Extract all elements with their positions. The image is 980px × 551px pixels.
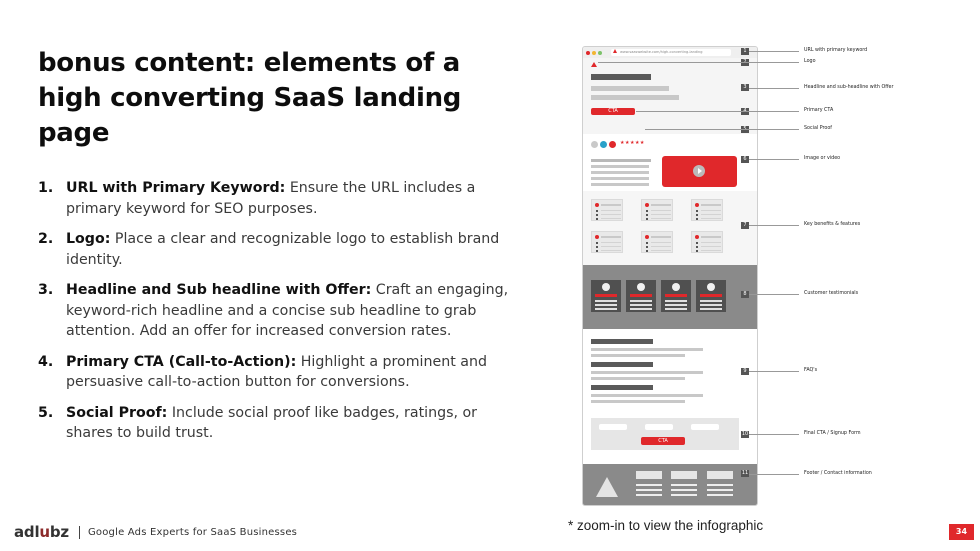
text-line	[591, 183, 649, 186]
faq-section	[583, 329, 757, 464]
faq-answer-bar	[591, 400, 685, 403]
item-lead: Headline and Sub headline with Offer:	[66, 282, 372, 298]
callout-marker: 6	[741, 156, 749, 163]
faq-answer-bar	[591, 394, 703, 397]
feature-card	[691, 199, 723, 221]
headline-bar	[591, 74, 651, 80]
window-dot-icon	[586, 51, 590, 55]
badge-icon	[609, 141, 616, 148]
list-item: 2. Logo: Place a clear and recognizable logo to establish brand identity.	[38, 231, 500, 268]
footer-block	[707, 471, 733, 479]
callout-marker: 1	[741, 48, 749, 55]
item-lead: Primary CTA (Call-to-Action):	[66, 353, 297, 370]
subheadline-bar	[591, 86, 669, 91]
callout-label: Primary CTA	[804, 108, 834, 113]
testimonial-card	[696, 280, 726, 312]
final-cta-button: CTA	[641, 437, 685, 445]
faq-answer-bar	[591, 348, 703, 351]
badge-icon	[600, 141, 607, 148]
badge-icon	[591, 141, 598, 148]
item-text: Craft an engaging, keyword-rich headline and a concise sub headline to grab attention. Add an offer for increased conversion rates.	[66, 282, 509, 339]
feature-card	[591, 199, 623, 221]
feature-card	[641, 231, 673, 253]
testimonials-section	[583, 265, 757, 329]
list-item: 4. Primary CTA (Call-to-Action): Highlight a prominent and persuasive call-to-action button for conversions.	[38, 353, 487, 390]
brand-tagline: Google Ads Experts for SaaS Businesses	[87, 526, 298, 538]
footer-brand	[14, 523, 297, 541]
form-input	[599, 424, 627, 430]
footer-block	[636, 471, 662, 479]
faq-question-bar	[591, 339, 653, 344]
faq-answer-bar	[591, 354, 685, 357]
callout-marker: 10	[741, 431, 749, 437]
form-input	[691, 424, 719, 430]
faq-answer-bar	[591, 377, 685, 380]
faq-answer-bar	[591, 371, 703, 374]
rating-stars-icon: ★★★★★	[620, 140, 645, 146]
callout-label: Footer / Contact information	[804, 471, 872, 476]
elements-list	[38, 178, 518, 454]
callout-marker: 8	[741, 291, 749, 298]
page-number-badge: 34	[949, 524, 974, 540]
primary-cta-button: CTA	[591, 108, 635, 115]
callout-marker: 11	[741, 470, 749, 476]
callout-label: FAQ's	[804, 368, 818, 373]
browser-bar	[583, 47, 757, 58]
callout-marker: 3	[741, 84, 749, 91]
callout-label: Social Proof	[804, 126, 832, 131]
footer-section	[583, 464, 757, 506]
text-line	[591, 165, 649, 168]
feature-card	[641, 199, 673, 221]
logo-icon	[591, 62, 597, 67]
footer-block	[671, 471, 697, 479]
testimonial-card	[626, 280, 656, 312]
subheadline-bar	[591, 95, 679, 100]
callout-label: Key benefits & features	[804, 222, 861, 227]
callout-label: Image or video	[804, 156, 841, 161]
slide-title: bonus content: elements of a high converting SaaS landing page	[38, 48, 462, 148]
features-section	[583, 191, 757, 265]
faq-question-bar	[591, 385, 653, 390]
text-line	[591, 171, 649, 174]
callout-label: URL with primary keyword	[804, 48, 868, 53]
warning-icon	[613, 49, 617, 53]
item-text: Place a clear and recognizable logo to establish brand identity.	[66, 231, 500, 268]
item-lead: Logo:	[66, 231, 111, 247]
zoom-note: * zoom-in to view the infographic	[568, 518, 764, 533]
item-text: Ensure the URL includes a primary keyword for SEO purposes.	[66, 180, 476, 217]
divider	[79, 526, 80, 539]
signup-form	[591, 418, 739, 450]
feature-card	[691, 231, 723, 253]
callout-label: Final CTA / Signup Form	[804, 431, 861, 436]
callout-label: Logo	[804, 59, 816, 64]
footer-logo-icon	[596, 477, 618, 497]
landing-page-wireframe	[582, 46, 758, 506]
faq-question-bar	[591, 362, 653, 367]
testimonial-card	[591, 280, 621, 312]
feature-card	[591, 231, 623, 253]
item-text: Include social proof like badges, ratings, or shares to build trust.	[66, 404, 478, 441]
list-item: 5. Social Proof: Include social proof like badges, ratings, or shares to build trust.	[38, 404, 478, 441]
list-item: 3. Headline and Sub headline with Offer: Craft an engaging, keyword-rich headline and a concise sub headline to grab attention. Add an offer for increased conversion rates.	[38, 282, 509, 339]
window-dot-icon	[598, 51, 602, 55]
text-line	[591, 177, 649, 180]
media-section	[583, 134, 757, 191]
play-icon	[693, 165, 705, 177]
callout-marker: 9	[741, 368, 749, 375]
video-placeholder	[662, 156, 737, 187]
hero-section	[583, 58, 757, 134]
list-item: 1. URL with Primary Keyword: Ensure the URL includes a primary keyword for SEO purposes.	[38, 180, 476, 217]
callout-marker: 7	[741, 222, 749, 229]
window-dot-icon	[592, 51, 596, 55]
callout-label: Customer testimonials	[804, 291, 859, 296]
callout-label: Headline and sub-headline with Offer	[804, 85, 894, 90]
form-input	[645, 424, 673, 430]
testimonial-card	[661, 280, 691, 312]
item-lead: Social Proof:	[66, 404, 168, 421]
item-text: Highlight a prominent and persuasive call-to-action button for conversions.	[66, 353, 487, 390]
brand-logo: adlubz	[14, 523, 69, 541]
text-line	[591, 159, 651, 162]
url-bar: www.saaswebsite.com/high-converting-landing	[611, 49, 731, 56]
item-lead: URL with Primary Keyword:	[66, 180, 286, 196]
